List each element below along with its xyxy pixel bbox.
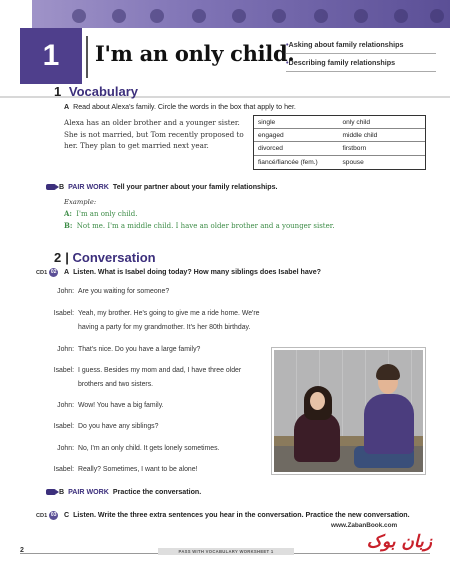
- dialogue-line: [20, 399, 280, 413]
- instruction-text: Practice the conversation.: [112, 488, 202, 496]
- title-divider: [86, 36, 88, 78]
- dialogue-speaker: John:: [57, 402, 74, 409]
- vocab-a-instruction: [64, 103, 296, 111]
- vocab-word-box: [253, 115, 426, 170]
- dialogue-speaker: John:: [57, 445, 74, 452]
- instruction-text: Tell your partner about your family relationships.: [112, 183, 278, 191]
- unit-title: I'm an only child.: [95, 41, 295, 66]
- watermark-url: www.ZabanBook.com: [331, 522, 398, 529]
- dialogue-text: Are you waiting for someone?: [78, 288, 170, 295]
- unit-objectives: [286, 36, 436, 72]
- exercise-label: C: [64, 511, 70, 519]
- example-label: Example:: [64, 198, 97, 206]
- vocab-word[interactable]: fiancé/fiancée (fem.): [258, 158, 318, 166]
- cd-label: CD1: [36, 269, 48, 276]
- dialogue-line: [20, 364, 280, 392]
- example-speaker: A:: [64, 209, 73, 218]
- cd-label: CD1: [36, 512, 48, 519]
- example-speaker: B:: [64, 221, 73, 230]
- section-conversation-heading: 2 | Conversation: [54, 250, 156, 265]
- example-line: [64, 221, 335, 230]
- pair-work-icon: [46, 489, 56, 495]
- table-row: [254, 142, 425, 155]
- zabanbook-logo: زبان بوک: [366, 532, 432, 552]
- section-number: 2: [54, 250, 62, 265]
- objective-item: • Describing family relationships: [286, 54, 436, 72]
- section-vocabulary-heading: [54, 84, 138, 99]
- dialogue-line: [20, 463, 280, 477]
- instruction-text: Listen. Write the three extra sentences you hear in the conversation. Practice the new conversation.: [73, 511, 410, 519]
- vocab-word[interactable]: spouse: [342, 158, 364, 166]
- audio-track-icon: 03: [50, 512, 57, 518]
- cd-track-c[interactable]: [36, 511, 58, 520]
- dialogue-text: Yeah, my brother. He's going to give me a ride home. We're having a party for my grandmother. It's her 80th birthday.: [78, 310, 260, 331]
- audio-track-icon: 02: [50, 269, 57, 275]
- table-row: [254, 116, 425, 129]
- section-number: 1: [54, 84, 62, 99]
- unit-number: 1: [20, 28, 82, 84]
- dialogue-line: [20, 442, 280, 456]
- dialogue-speaker: Isabel:: [53, 367, 74, 374]
- vocab-word[interactable]: divorced: [258, 144, 283, 152]
- instruction-text: Listen. What is Isabel doing today? How many siblings does Isabel have?: [73, 268, 322, 276]
- dialogue-text: That's nice. Do you have a large family?: [78, 346, 201, 353]
- pair-work-label: PAIR WORK: [68, 183, 109, 191]
- vocab-word[interactable]: only child: [342, 118, 370, 126]
- section-title: Conversation: [72, 250, 156, 265]
- banner-photo-strip: [32, 0, 450, 28]
- table-row: [254, 156, 425, 169]
- dialogue-line: [20, 307, 280, 335]
- exercise-label: A: [64, 268, 70, 276]
- vocab-b-instruction: [46, 183, 278, 191]
- vocab-word[interactable]: firstborn: [342, 144, 367, 152]
- objective-item: • Asking about family relationships: [286, 36, 436, 54]
- dialogue-text: Wow! You have a big family.: [78, 402, 164, 409]
- footer-worksheet-label: PASS WITH VOCABULARY WORKSHEET 1: [158, 548, 294, 555]
- dialogue-speaker: Isabel:: [53, 423, 74, 430]
- vocab-word[interactable]: middle child: [342, 131, 378, 139]
- conversation-a-instruction: [64, 268, 321, 276]
- table-row: [254, 129, 425, 142]
- dialogue-text: No, I'm an only child. It gets lonely sometimes.: [78, 445, 220, 452]
- dialogue-speaker: John:: [57, 288, 74, 295]
- dialogue-text: I guess. Besides my mom and dad, I have three older brothers and two sisters.: [78, 367, 242, 388]
- dialogue-line: [20, 285, 280, 299]
- section-title: Vocabulary: [68, 84, 138, 99]
- conversation-photo: [272, 348, 425, 474]
- conversation-c-instruction: [64, 511, 410, 519]
- dialogue-text: Really? Sometimes, I want to be alone!: [78, 466, 198, 473]
- instruction-text: Read about Alexa's family. Circle the words in the box that apply to her.: [73, 103, 296, 111]
- dialogue-speaker: John:: [57, 346, 74, 353]
- dialogue-line: [20, 343, 280, 357]
- dialogue-text: Do you have any siblings?: [78, 423, 159, 430]
- pair-work-label: PAIR WORK: [68, 488, 109, 496]
- cd-track-a[interactable]: [36, 268, 58, 277]
- vocab-word[interactable]: engaged: [258, 131, 284, 139]
- example-text: Not me. I'm a middle child. I have an older brother and a younger sister.: [76, 222, 335, 230]
- dialogue-line: [20, 420, 280, 434]
- alexa-paragraph: Alexa has an older brother and a younger sister. She is not married, but Tom recently proposed to her. They plan to get married next year.: [64, 118, 244, 150]
- exercise-label: A: [64, 103, 70, 111]
- example-line: [64, 209, 137, 218]
- dialogue-speaker: Isabel:: [53, 310, 74, 317]
- page-number: 2: [20, 547, 24, 554]
- exercise-label: B: [59, 183, 65, 191]
- example-text: I'm an only child.: [76, 210, 138, 218]
- vocab-word[interactable]: single: [258, 118, 276, 126]
- dialogue-speaker: Isabel:: [53, 466, 74, 473]
- pair-work-icon: [46, 184, 56, 190]
- conversation-b-instruction: [46, 488, 201, 496]
- exercise-label: B: [59, 488, 65, 496]
